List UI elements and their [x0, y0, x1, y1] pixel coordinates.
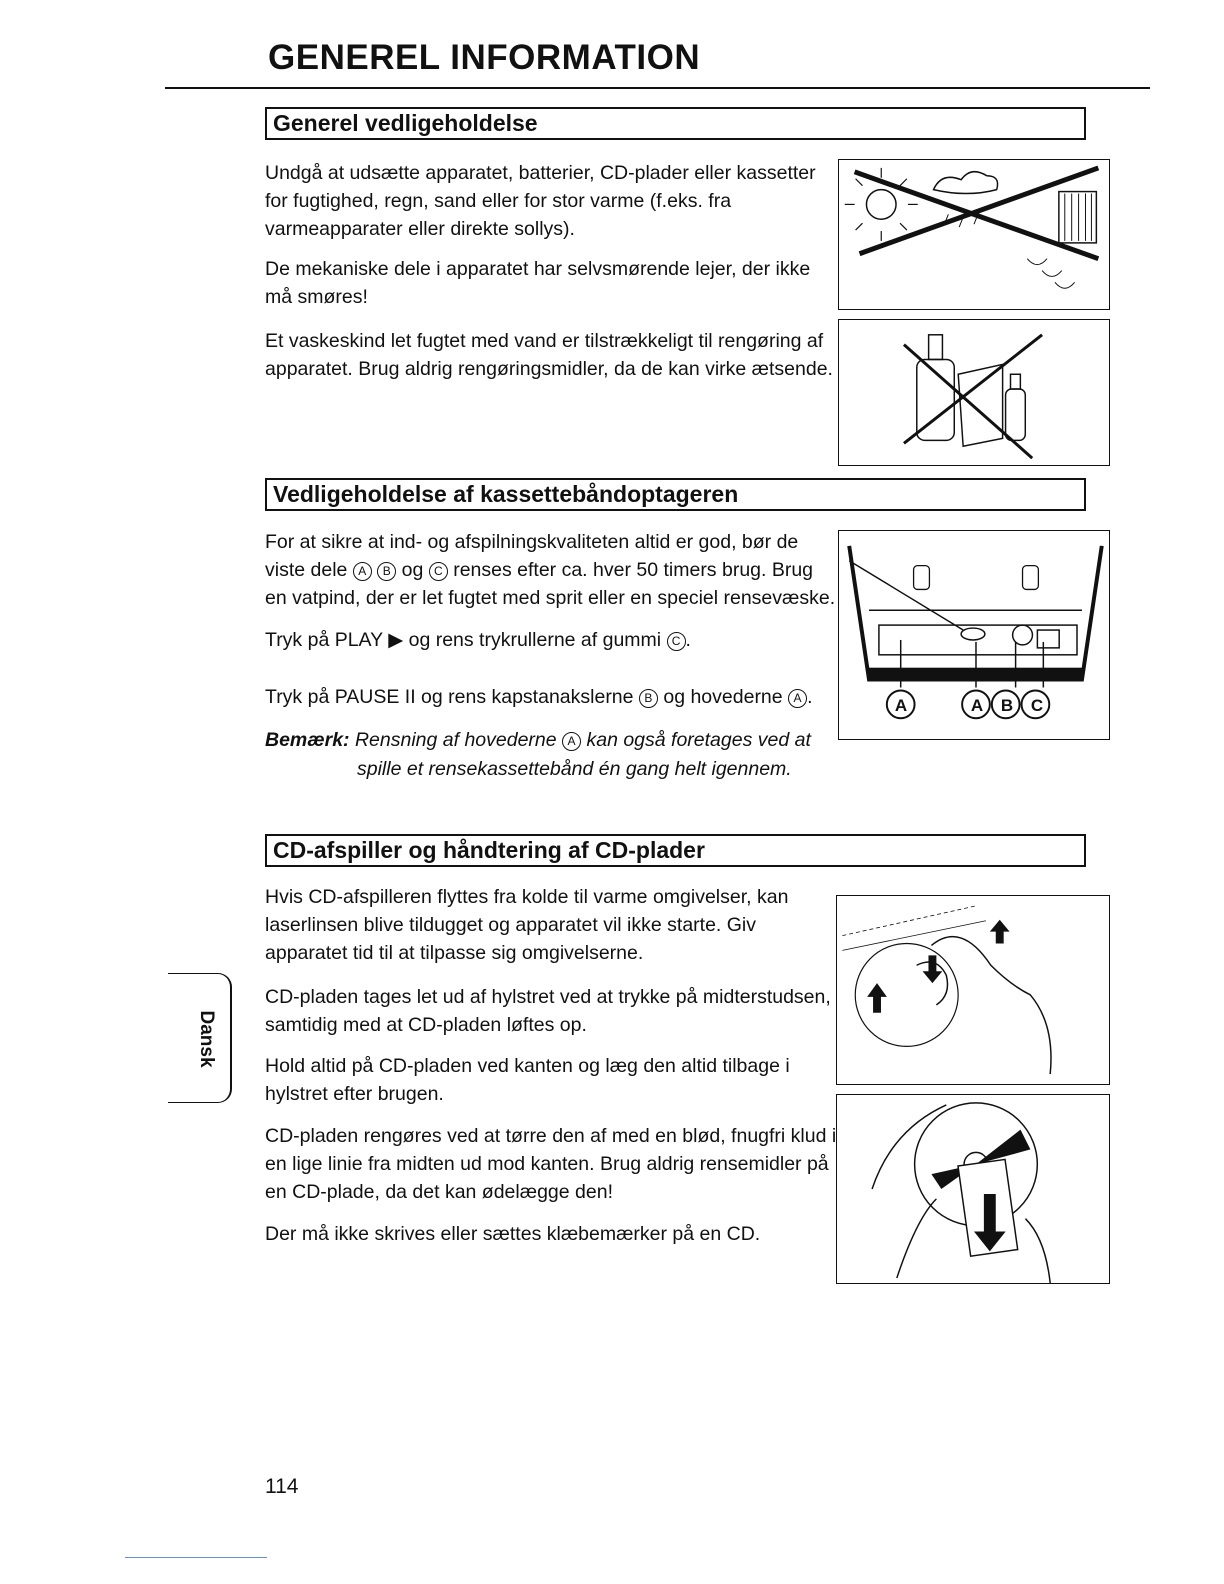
- page-number: 114: [265, 1475, 299, 1498]
- cd-removal-hand-icon: [837, 896, 1109, 1084]
- circled-c-icon: C: [667, 632, 686, 651]
- no-heat-sun-rain-icon: [839, 160, 1109, 309]
- note-text-part1: Rensning af hovederne: [354, 729, 557, 751]
- illustration-cleaning-cd: [836, 1094, 1110, 1284]
- illustration-no-heat-sun-rain: [838, 159, 1110, 310]
- cassette-interval-text: renses efter ca. hver 50 timers brug. Brug en vatpind, der er let fugtet med sprit eller en speciel rensevæske.: [265, 559, 836, 609]
- figure-label-a: A: [894, 696, 908, 715]
- section-heading-general-care: [265, 107, 1086, 140]
- paragraph-cassette-cleaning: [265, 528, 840, 612]
- paragraph-mechanical-parts: De mekaniske dele i apparatet har selvsmørende lejer, der ikke må smøres!: [265, 258, 811, 308]
- circled-b-icon: B: [377, 562, 396, 581]
- cassette-intro-text: For at sikre at ind- og afspilningskvaliteten altid er god, bør de viste dele: [265, 531, 799, 581]
- section-heading-text: Generel vedligeholdelse: [273, 110, 538, 136]
- circled-b-icon: B: [639, 689, 658, 708]
- title-rule: [165, 87, 1150, 89]
- circled-c-icon: C: [429, 562, 448, 581]
- pause-instruction-text: Tryk på PAUSE II og rens kapstanakslerne: [265, 686, 634, 708]
- paragraph-avoid-exposure: Undgå at udsætte apparatet, batterier, CD-plader eller kassetter for fugtighed, regn, sand eller for stor varme (f.eks. fra varmeapparater eller direkte sollys).: [265, 162, 816, 240]
- pause-heads-text: og hovederne: [663, 686, 783, 708]
- note-label: Bemærk:: [265, 729, 350, 751]
- no-chemicals-icon: [839, 320, 1109, 465]
- note-text-part3: spille et rensekassettebånd én gang helt igennem.: [357, 758, 792, 780]
- section-heading-cd-handling: [265, 834, 1086, 867]
- paragraph-pause-capstans: [265, 683, 840, 711]
- language-tab-label: [186, 1000, 226, 1080]
- circled-a-icon: A: [562, 732, 581, 751]
- section-heading-cassette-care: [265, 478, 1086, 511]
- figure-label-b: B: [1000, 696, 1014, 715]
- paragraph-no-labels: Der må ikke skrives eller sættes klæbemærker på en CD.: [265, 1223, 761, 1245]
- circled-a-icon: A: [353, 562, 372, 581]
- page-title: GENEREL INFORMATION: [268, 38, 701, 77]
- section-heading-text: CD-afspiller og håndtering af CD-plader: [273, 837, 705, 863]
- pause-instruction-end: .: [807, 686, 813, 708]
- paragraph-cleaning-cd: CD-pladen rengøres ved at tørre den af med en blød, fnugfri klud i en lige linie fra midten ud mod kanten. Brug aldrig rensemidler på en CD-plade, da det kan ødelægge den!: [265, 1125, 837, 1203]
- play-instruction-end: .: [685, 629, 691, 651]
- paragraph-holding-cd: Hold altid på CD-pladen ved kanten og læg den altid tilbage i hylstret efter brugen.: [265, 1055, 790, 1105]
- play-instruction-text: Tryk på PLAY ▶ og rens trykrullerne af gummi: [265, 629, 662, 651]
- circled-a-icon: A: [788, 689, 807, 708]
- note-cleaning-tape: [265, 726, 825, 784]
- cd-cleaning-hand-icon: [837, 1095, 1109, 1283]
- language-tab-text: Dansk: [196, 1010, 217, 1068]
- paragraph-removing-cd: CD-pladen tages let ud af hylstret ved at trykke på midterstudsen, samtidig med at CD-pladen løftes op.: [265, 986, 831, 1036]
- paragraph-condensation: Hvis CD-afspilleren flyttes fra kolde til varme omgivelser, kan laserlinsen blive tildugget og apparatet vil ikke starte. Giv apparatet tid til at tilpasse sig omgivelserne.: [265, 886, 789, 964]
- cassette-and-text: og: [401, 559, 424, 581]
- note-text-part2: kan også foretages ved at: [586, 729, 811, 751]
- paragraph-play-rollers: [265, 626, 840, 654]
- bottom-divider: [125, 1557, 267, 1558]
- illustration-no-cleaning-agents: [838, 319, 1110, 466]
- figure-label-a: A: [970, 696, 984, 715]
- figure-label-c: C: [1030, 696, 1044, 715]
- illustration-cassette-deck: [838, 530, 1110, 740]
- illustration-removing-cd: [836, 895, 1110, 1085]
- section-heading-text: Vedligeholdelse af kassettebåndoptageren: [273, 481, 739, 507]
- paragraph-cleaning-cloth: Et vaskeskind let fugtet med vand er tilstrækkeligt til rengøring af apparatet. Brug aldrig rengøringsmidler, da de kan virke ætsende.: [265, 330, 833, 380]
